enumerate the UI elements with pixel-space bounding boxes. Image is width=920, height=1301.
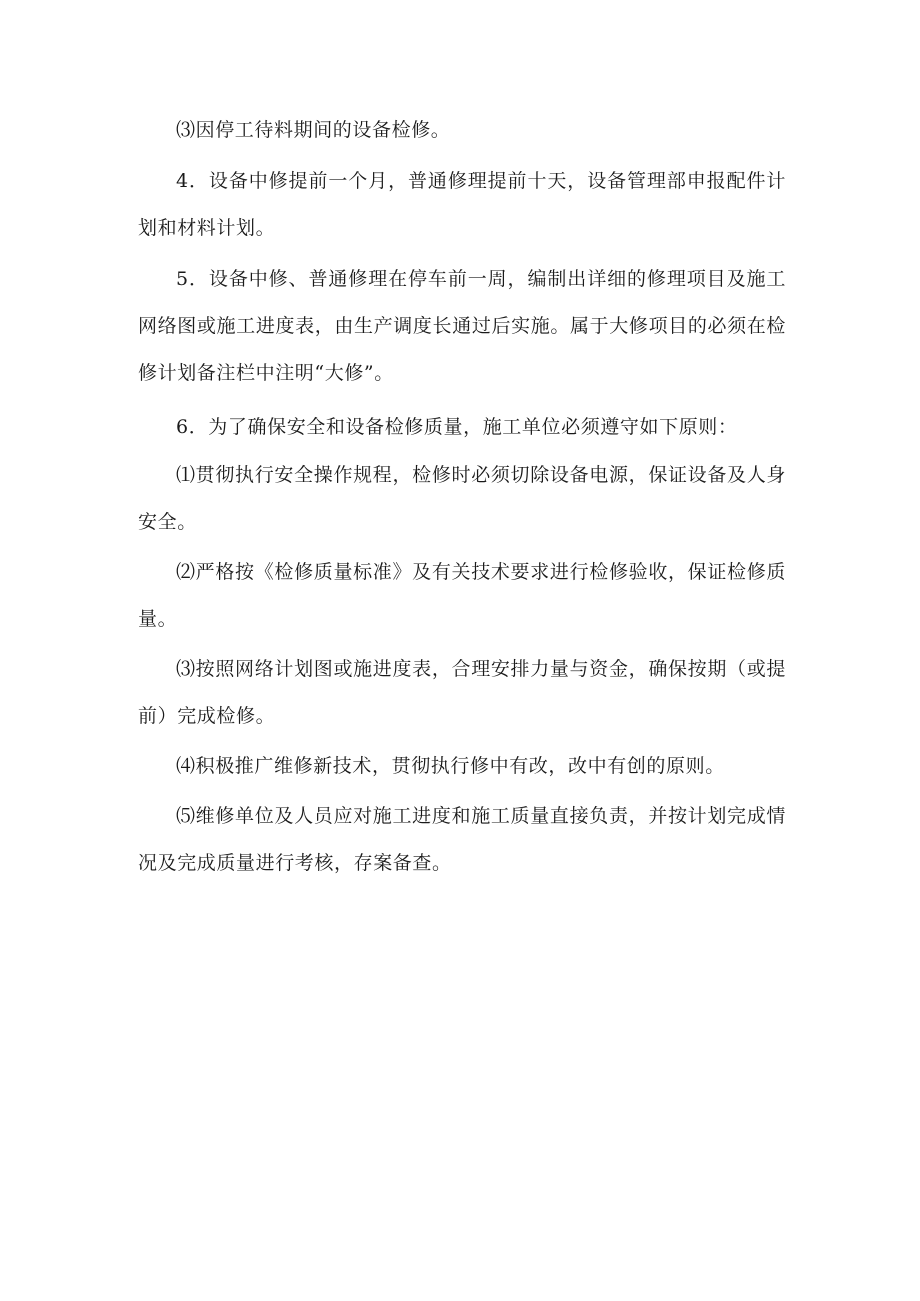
principle-1-safety: ⑴贯彻执行安全操作规程，检修时必须切除设备电源，保证设备及人身安全。 — [138, 464, 786, 533]
principle-3-schedule: ⑶按照网络计划图或施进度表，合理安排力量与资金，确保按期（或提前）完成检修。 — [138, 658, 786, 727]
paragraph-item-3-downtime: ⑶因停工待料期间的设备检修。 — [176, 119, 451, 141]
paragraph-6-principles-heading: 6．为了确保安全和设备检修质量，施工单位必须遵守如下原则： — [176, 416, 738, 438]
principle-2-quality: ⑵严格按《检修质量标准》及有关技术要求进行检修验收，保证检修质量。 — [138, 561, 786, 630]
paragraph-5-repair-schedule: 5．设备中修、普通修理在停车前一周，编制出详细的修理项目及施工网络图或施工进度表，由生产调度长通过后实施。属于大修项目的必须在检修计划备注栏中注明“大修”。 — [138, 268, 786, 384]
principle-5-responsibility: ⑸维修单位及人员应对施工进度和施工质量直接负责，并按计划完成情况及完成质量进行考核，存案备查。 — [138, 805, 786, 874]
paragraph-4-parts-plan: 4．设备中修提前一个月，普通修理提前十天，设备管理部申报配件计划和材料计划。 — [138, 170, 786, 239]
principle-4-new-technology: ⑷积极推广维修新技术，贯彻执行修中有改，改中有创的原则。 — [176, 755, 725, 777]
